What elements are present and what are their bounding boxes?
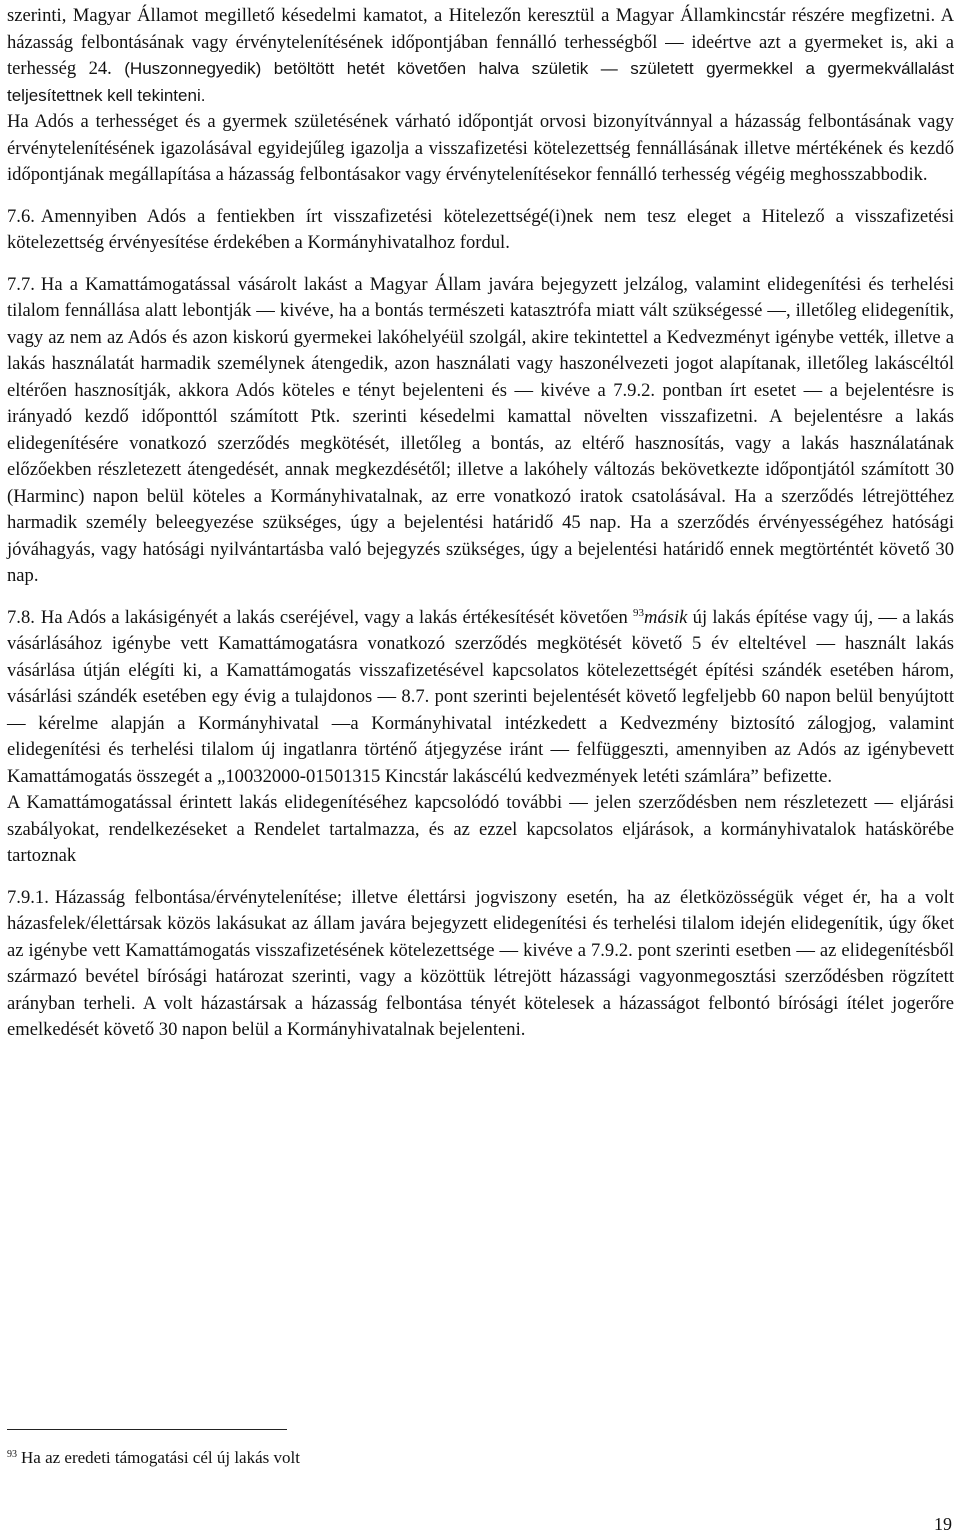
section-text: Amennyiben Adós a fentiekben írt visszafizetési kötelezettségé(i)nek nem tesz eleget a Hitelező a visszafizetési kötelezettség érvényesítése érdekében a Kormányhivatalhoz fordul. [7,205,954,253]
section-text-end: új lakás építése vagy új, ― a lakás vásárlásához igénybe vett Kamattámogatásra vonatkozó szerződés megkötését követő 5 év elteltével ― használt lakás vásárlása útján elégíti ki, a Kamattámogatás visszafizetésével kapcsolatos kötelezettségét építési szándék esetében három, vásárlási szándék esetében egy évig a tulajdonos ― 8.7. pont szerinti bejelentését követő legfeljebb 60 napon belül benyújtott ― kérelme alapján a Kormányhivatal ―a Kormányhivatal intézkedett a Kedvezmény biztosító zálogjog, valamint elidegenítési és terhelési tilalom új ingatlanra történő átjegyzése iránt ― felfüggeszti, amennyiben az Adós az igénybevett Kamattámogatás összegét a „10032000-01501315 Kincstár lakáscélú kedvezmények letéti számlára” befizette. [7,606,954,787]
page-number: 19 [934,1514,952,1534]
section-7-8 [7,605,954,791]
section-number: 7.7. [7,273,35,295]
paragraph-intro [7,3,954,109]
paragraph-intro-text: szerinti, Magyar Államot megillető késedelmi kamatot, a Hitelezőn keresztül a Magyar Államkincstár részére megfizetni. A házasság felbontásának vagy érvénytelenítésének időpontjában fennálló terhességből ― ideértve azt a gyermeket is, aki a terhesség 24. [7,5,954,79]
section-7-7 [7,272,954,590]
section-text: Házasság felbontása/érvénytelenítése; illetve élettársi jogviszony esetén, ha az életközösségük véget ér, ha a volt házasfelek/élettársak közös lakásukat az állam javára bejegyzett elidegenítési és terhelési tilalom idején elidegenítik, úgy őket az igénybe vett Kamattámogatás visszafizetésének kötelezettsége ― kivéve a 7.9.2. pont szerinti esetben ― az elidegenítésből származó bevétel bírósági határozat szerinti, vagy a közöttük létrejött házassági vagyonmegosztási szerződésben rögzített arányban terheli. A volt házastársak a házasság felbontása tényét kötelesek a házasságot felbontó bírósági ítélet jogerőre emelkedését követő 30 napon belül a Kormányhivatalnak bejelenteni. [7,886,954,1040]
paragraph-further-rules: A Kamattámogatással érintett lakás elidegenítéséhez kapcsolódó további ― jelen szerződésben nem részletezett ― eljárási szabályokat, rendelkezéseket a Rendelet tartalmazza, és az ezzel kapcsolatos eljárások, a kormányhivatalok hatáskörébe tartoznak [7,792,954,866]
footnote-reference[interactable]: 93 [633,606,645,619]
section-7-6 [7,204,954,257]
emphasis-text: másik [644,606,688,628]
paragraph-intro-sans-text: (Huszonnegyedik) betöltött hetét követően halva születik ― született gyermekkel a gyermekvállalást teljesítettnek kell tekinteni. [7,59,955,105]
section-text: Ha a Kamattámogatással vásárolt lakást a Magyar Állam javára bejegyzett jelzálog, valamint elidegenítési és terhelési tilalom fennállása alatt lebontják ― kivéve, ha a bontás természeti katasztrófa miatt vált szükségessé ―, illetőleg elidegenítik, vagy az nem az Adós és azon kiskorú gyermekei lakóhelyéül szolgál, akire tekintettel a Kedvezményt igénybe vették, illetve a lakás használatát harmadik személynek átengedik, azon használati vagy haszonélvezeti jogot alapítanak, illetőleg lakáscéltól eltérően hasznosítják, akkora Adós köteles e tényt bejelenteni és ― kivéve a 7.9.2. pontban írt esetet ― a bejelentésre is irányadó kezdő időponttól számított Ptk. szerinti késedelmi kamattal növelten visszafizetni. A bejelentésre a lakás elidegenítésére vonatkozó szerződés megkötését, illetőleg a bontás, az eltérő hasznosítás, vagy a lakás használatának előzőekben részletezett átengedését, annak megkezdésétől; illetve a lakóhely változás bekövetkezte időpontjától számított 30 (Harminc) napon belül köteles a Kormányhivatalnak, az erre vonatkozó iratok csatolásával. Ha a szerződés létrejöttéhez harmadik személy beleegyezése szükséges, úgy a bejelentési határidő 45 nap. Ha a szerződés érvényességéhez hatósági jóváhagyás, vagy hatósági nyilvántartásba való bejegyzés szükséges, úgy a bejelentési határidő ennek megtörténtét követő 30 nap. [7,273,954,586]
footnote-text: Ha az eredeti támogatási cél új lakás volt [21,1448,300,1467]
section-number: 7.9.1. [7,886,49,908]
paragraph-pregnancy: Ha Adós a terhességet és a gyermek születésének várható időpontját orvosi bizonyítvánnyal a házasság felbontásának vagy érvénytelenítésének igazolásával egyidejűleg igazolja a visszafizetési kötelezettség fennállásának illetve mértékének és kezdő időpontjának megállapítása a házasság felbontásakor vagy érvénytelenítésekor fennálló terhesség végéig meghosszabbodik. [7,111,954,185]
footnote-number: 93 [7,1449,17,1460]
section-text-start: Ha Adós a lakásigényét a lakás cseréjével, vagy a lakás értékesítését követően [40,606,628,628]
footnote [7,1447,300,1469]
section-number: 7.6. [7,205,35,227]
footnote-divider [7,1429,287,1430]
section-number: 7.8. [7,606,35,628]
section-7-9-1 [7,885,954,1044]
document-page [7,3,954,1044]
